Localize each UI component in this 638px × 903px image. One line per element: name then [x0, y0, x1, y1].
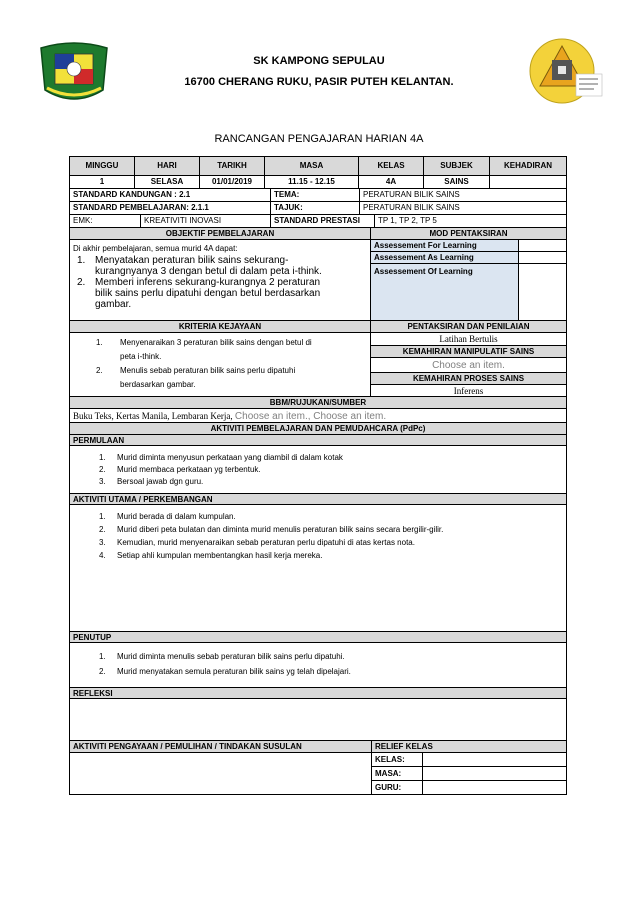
- relief-guru-field[interactable]: [422, 780, 567, 795]
- pentaksiran-heading: PENTAKSIRAN DAN PENILAIAN: [370, 320, 567, 333]
- permulaan-item: 2. Murid membaca perkataan yg terbentuk.: [99, 465, 261, 474]
- refleksi-heading: REFLEKSI: [69, 687, 567, 699]
- value-hari: SELASA: [134, 175, 200, 189]
- mod-as-learning: Assessement As Learning: [370, 251, 519, 264]
- objektif-heading: OBJEKTIF PEMBELAJARAN: [69, 227, 371, 240]
- value-kelas: 4A: [358, 175, 424, 189]
- emk-value: KREATIVITI INOVASI: [140, 214, 271, 228]
- ppki-logo: [518, 36, 606, 106]
- objektif-item: bilik sains perlu dipatuhi dengan betul berdasarkan: [95, 288, 321, 299]
- value-kehadiran: [489, 175, 567, 189]
- penutup-item: 1. Murid diminta menulis sebab peraturan bilik sains perlu dipatuhi.: [99, 652, 345, 661]
- header-masa: MASA: [264, 156, 359, 176]
- mod-of-value[interactable]: [518, 263, 567, 321]
- relief-kelas-label: KELAS:: [371, 752, 423, 767]
- value-masa: 11.15 - 12.15: [264, 175, 359, 189]
- school-logo: [35, 38, 113, 106]
- permulaan-heading: PERMULAAN: [69, 434, 567, 446]
- bbm-select[interactable]: Choose an item., Choose an item.: [234, 411, 387, 422]
- prestasi-label: STANDARD PRESTASI: [270, 214, 375, 228]
- mod-for-learning: Assessement For Learning: [370, 239, 519, 252]
- relief-masa-label: MASA:: [371, 766, 423, 781]
- tajuk-value: PERATURAN BILIK SAINS: [359, 201, 567, 215]
- penutup-item: 2. Murid menyatakan semula peraturan bilik sains yg telah dipelajari.: [99, 667, 351, 676]
- bbm-heading: BBM/RUJUKAN/SUMBER: [69, 396, 567, 409]
- school-address: 16700 CHERANG RUKU, PASIR PUTEH KELANTAN.: [184, 76, 454, 88]
- bbm-row: [69, 408, 567, 423]
- manipulatif-heading: KEMAHIRAN MANIPULATIF SAINS: [370, 345, 567, 358]
- mod-heading: MOD PENTAKSIRAN: [370, 227, 567, 240]
- perkembangan-heading: AKTIVITI UTAMA / PERKEMBANGAN: [69, 493, 567, 505]
- objektif-intro: Di akhir pembelajaran, semua murid 4A dapat:: [73, 244, 238, 253]
- standard-pembelajaran: STANDARD PEMBELAJARAN: 2.1.1: [69, 201, 271, 215]
- manipulatif-select[interactable]: Choose an item.: [370, 357, 567, 373]
- header-kehadiran: KEHADIRAN: [489, 156, 567, 176]
- perkembangan-item: 2. Murid diberi peta bulatan dan diminta murid menulis peraturan bilik sains secara bergilir-gilir.: [99, 525, 444, 534]
- relief-kelas-field[interactable]: [422, 752, 567, 767]
- perkembangan-item: 4. Setiap ahli kumpulan membentangkan hasil kerja mereka.: [99, 551, 323, 560]
- pengayaan-box[interactable]: [69, 752, 372, 795]
- objektif-item: gambar.: [95, 299, 132, 310]
- perkembangan-item: 1. Murid berada di dalam kumpulan.: [99, 512, 236, 521]
- aktiviti-heading: AKTIVITI PEMBELAJARAN DAN PEMUDAHCARA (PdPc): [69, 422, 567, 435]
- penutup-heading: PENUTUP: [69, 631, 567, 643]
- bbm-text: Buku Teks, Kertas Manila, Lembaran Kerja,: [73, 411, 233, 421]
- refleksi-box[interactable]: [69, 698, 567, 741]
- relief-heading: RELIEF KELAS: [371, 740, 567, 753]
- emk-label: EMK:: [69, 214, 141, 228]
- page-title: RANCANGAN PENGAJARAN HARIAN 4A: [214, 133, 424, 145]
- kriteria-item: 1. Menyenaraikan 3 peraturan bilik sains dengan betul di: [96, 338, 312, 347]
- pengayaan-heading: AKTIVITI PENGAYAAN / PEMULIHAN / TINDAKAN SUSULAN: [69, 740, 372, 753]
- header-kelas: KELAS: [358, 156, 424, 176]
- relief-masa-field[interactable]: [422, 766, 567, 781]
- value-minggu: 1: [69, 175, 135, 189]
- kriteria-heading: KRITERIA KEJAYAAN: [69, 320, 371, 333]
- value-subjek: SAINS: [423, 175, 490, 189]
- kriteria-item: peta i-think.: [120, 352, 162, 361]
- school-name: SK KAMPONG SEPULAU: [253, 55, 385, 67]
- permulaan-item: 3. Bersoal jawab dgn guru.: [99, 477, 204, 486]
- value-tarikh: 01/01/2019: [199, 175, 265, 189]
- tajuk-label: TAJUK:: [270, 201, 360, 215]
- header-minggu: MINGGU: [69, 156, 135, 176]
- standard-kandungan: STANDARD KANDUNGAN : 2.1: [69, 188, 271, 202]
- objektif-item: 2. Memberi inferens sekurang-kurangnya 2 peraturan: [77, 277, 321, 288]
- kriteria-item: 2. Menulis sebab peraturan bilik sains perlu dipatuhi: [96, 366, 296, 375]
- header-tarikh: TARIKH: [199, 156, 265, 176]
- objektif-item: 1. Menyatakan peraturan bilik sains sekurang-: [77, 255, 289, 266]
- header-subjek: SUBJEK: [423, 156, 490, 176]
- tema-value: PERATURAN BILIK SAINS: [359, 188, 567, 202]
- proses-heading: KEMAHIRAN PROSES SAINS: [370, 372, 567, 385]
- proses-value[interactable]: Inferens: [370, 384, 567, 397]
- header-hari: HARI: [134, 156, 200, 176]
- permulaan-item: 1. Murid diminta menyusun perkataan yang diambil di dalam kotak: [99, 453, 343, 462]
- kriteria-item: berdasarkan gambar.: [120, 380, 196, 389]
- perkembangan-item: 3. Kemudian, murid menyenaraikan sebab peraturan perlu dipatuhi di atas kertas nota.: [99, 538, 415, 547]
- mod-of-learning: Assessement Of Learning: [370, 263, 519, 321]
- objektif-item: kurangnyanya 3 dengan betul di dalam peta i-think.: [95, 266, 322, 277]
- pentaksiran-value[interactable]: Latihan Bertulis: [370, 332, 567, 346]
- prestasi-value: TP 1, TP 2, TP 5: [374, 214, 567, 228]
- relief-guru-label: GURU:: [371, 780, 423, 795]
- tema-label: TEMA:: [270, 188, 360, 202]
